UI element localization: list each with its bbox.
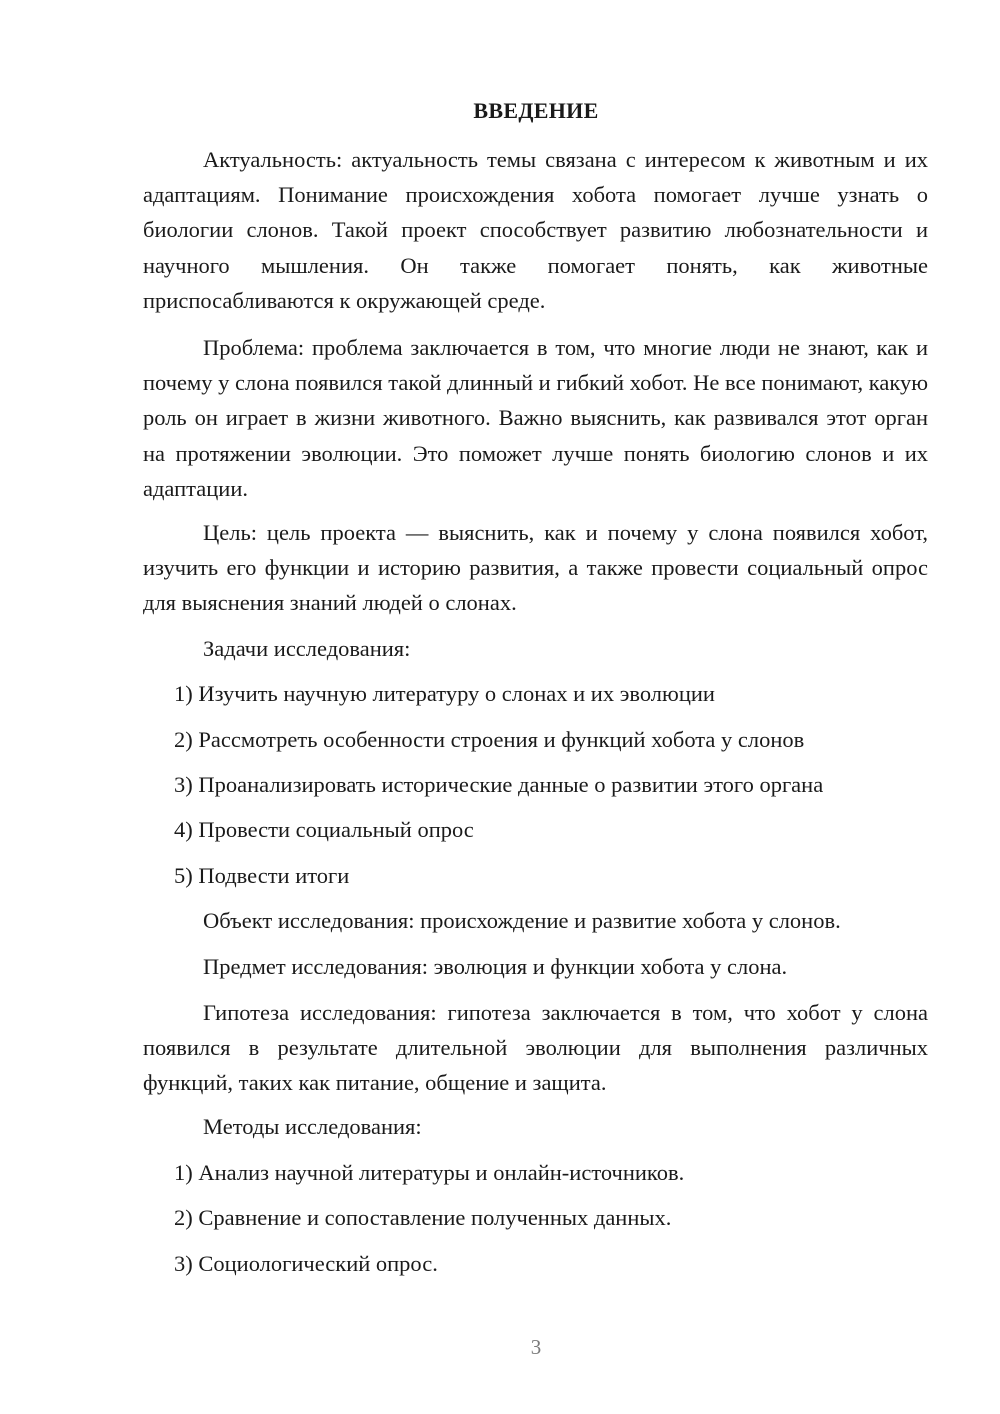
task-item: 3) Проанализировать исторические данные о развитии этого органа [174,772,824,797]
goal-paragraph: Цель: цель проекта — выяснить, как и почему у слона появился хобот, изучить его функции и историю развития, а также провести социальный опрос для выяснения знаний людей о слонах. [143,520,928,616]
task-item: 4) Провести социальный опрос [174,817,474,842]
relevance-paragraph: Актуальность: актуальность темы связана с интересом к животным и их адаптациям. Понимание происхождения хобота помогает лучше узнать о биологии слонов. Такой проект способствует развитию любознательности и научного мышления. Он также помогает понять, как животные приспосабливаются к окружающей среде. [143,147,928,313]
tasks-title: Задачи исследования: [203,636,411,661]
problem-paragraph: Проблема: проблема заключается в том, что многие люди не знают, как и почему у слона появился такой длинный и гибкий хобот. Не все понимают, какую роль он играет в жизни животного. Важно выяснить, как развивался этот орган на протяжении эволюции. Это поможет лучше понять биологию слонов и их адаптации. [143,335,928,501]
section-heading: ВВЕДЕНИЕ [473,98,599,123]
object-line: Объект исследования: происхождение и развитие хобота у слонов. [203,908,841,933]
method-item: 3) Социологический опрос. [174,1251,438,1276]
subject-line: Предмет исследования: эволюция и функции хобота у слона. [203,954,788,979]
methods-title: Методы исследования: [203,1114,422,1139]
task-item: 5) Подвести итоги [174,863,350,888]
method-item: 2) Сравнение и сопоставление полученных данных. [174,1205,672,1230]
task-item: 1) Изучить научную литературу о слонах и их эволюции [174,681,715,706]
method-item: 1) Анализ научной литературы и онлайн-источников. [174,1160,685,1185]
page-number: 3 [530,1335,542,1359]
hypothesis-paragraph: Гипотеза исследования: гипотеза заключается в том, что хобот у слона появился в результате длительной эволюции для выполнения различных функций, таких как питание, общение и защита. [143,1000,928,1096]
task-item: 2) Рассмотреть особенности строения и функций хобота у слонов [174,727,805,752]
